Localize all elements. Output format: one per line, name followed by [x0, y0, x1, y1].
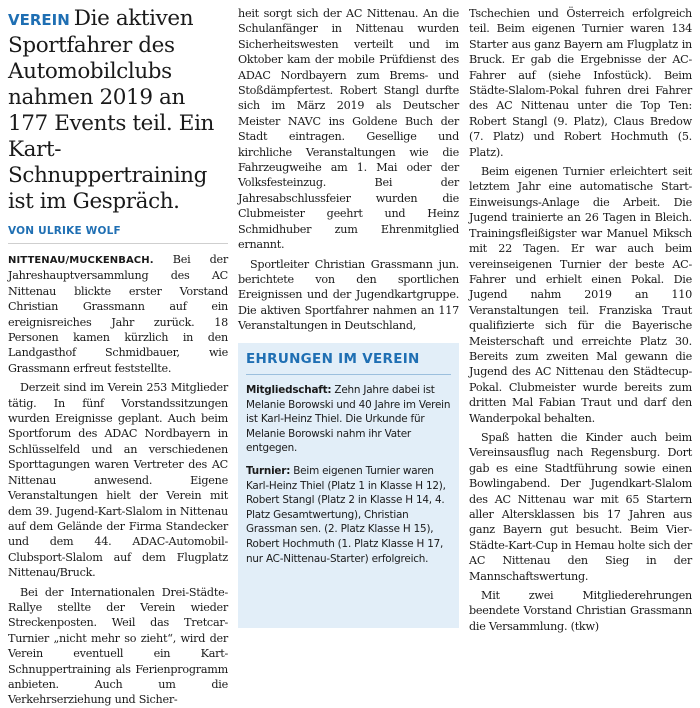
paragraph: Beim eigenen Turnier erleichtert seit letztem Jahr eine automatische Start-Einweisungs-Anlage die Arbeit. Die Jugend trainierte an 26 Tagen in Bleich. Trainingsfleißigster war Manuel Miksch mit 22 Tagen. Er war auch beim vereinseigenen Turnier der beste AC-Fahrer und erhielt einen Pokal. Die Jugend nahm 2019 an 110 Veranstaltungen teil. Franziska Traut qualifizierte sich für die Bayerische Meisterschaft und erreichte Platz 30. Bereits zum zweiten Mal gewann die Jugend des AC Nittenau den Städtecup-Pokal. Clubmeister wurde bereits zum dritten Mal Fabian Traut und darf den Wanderpokal behalten.: [469, 165, 692, 425]
headline: [8, 6, 228, 215]
paragraph: Bei der Internationalen Drei-Städte-Rallye stellte der Verein wieder Streckenposten. Weil das Tretcar-Turnier „nicht mehr so zieht“, wird der Verein eventuell ein Kart-Schnuppertraining als Ferienprogramm anbieten. Auch um die Verkehrserziehung und Sicher-: [8, 585, 228, 707]
info-entry-label: Mitgliedschaft:: [246, 384, 332, 396]
column-3: [469, 6, 692, 634]
headline-text: Die aktiven Sportfahrer des Automobilclubs nahmen 2019 an 177 Events teil. Ein Kart-Schnuppertraining ist im Gespräch.: [8, 6, 214, 214]
column-2: [238, 6, 459, 334]
paragraph: heit sorgt sich der AC Nittenau. An die Schulanfänger in Nittenau wurden Sicherheitswesten verteilt und im Oktober kam der mobile Prüfdienst des ADAC Nordbayern zum Brems- und Stoßdämpfertest. Robert Stangl durfte sich im März 2019 als Deutscher Meister NAVC ins Goldene Buch der Stadt eintragen. Gesellige und kirchliche Veranstaltungen wie die Fahrzeugweihe am 1. Mai oder der Volksfesteinzug. Bei der Jahresabschlussfeier wurden die Clubmeister geehrt und Heinz Schmidhuber zum Ehrenmitglied ernannt.: [238, 7, 459, 252]
article-body-col1: [8, 252, 228, 708]
paragraph-text: Bei der Jahreshauptversammlung des AC Nittenau blickte erster Vorstand Christian Grassmann auf ein ereignisreiches Jahr zurück. 18 Personen kamen kürzlich in den Landgasthof Schmidbauer, wie Grassmann erfreut feststellte.: [8, 253, 228, 375]
info-entry-tournament: [246, 464, 451, 566]
dateline: NITTENAU/MUCKENBACH.: [8, 255, 154, 266]
kicker: VEREIN: [8, 11, 70, 29]
article-body-col2: [238, 6, 459, 334]
info-entry-label: Turnier:: [246, 464, 291, 477]
info-entry-membership: [246, 383, 451, 456]
info-box-title: EHRUNGEN IM VEREIN: [246, 351, 451, 375]
paragraph: Tschechien und Österreich erfolgreich teil. Beim eigenen Turnier waren 134 Starter aus ganz Bayern am Flugplatz in Bruck. Er gab die Ergebnisse der AC-Fahrer auf (siehe Infostück). Beim Städte-Slalom-Pokal fuhren drei Fahrer des AC Nittenau unter die Top Ten: Robert Stangl (9. Platz), Claus Bredow (7. Platz) und Robert Hochmuth (5. Platz).: [469, 7, 692, 159]
info-box: [238, 343, 459, 628]
byline: VON ULRIKE WOLF: [8, 225, 228, 244]
info-entry-text: Beim eigenen Turnier waren Karl-Heinz Thiel (Platz 1 in Klasse H 12), Robert Stangl (Platz 2 in Klasse H 14, 4. Platz Gesamtwertung), Christian Grassman sen. (2. Platz Klasse H 15), Robert Hochmuth (1. Platz Klasse H 17, nur AC-Nittenau-Starter) erfolgreich.: [246, 464, 446, 565]
paragraph: Spaß hatten die Kinder auch beim Vereinsausflug nach Regensburg. Dort gab es eine Stadtführung sowie einen Bowlingabend. Der Jugendkart-Slalom des AC Nittenau war mit 65 Startern aller Altersklassen bis 17 Jahren aus ganz Bayern gut besucht. Beim Vier-Städte-Kart-Cup in Hemau holte sich der AC Nittenau den Sieg in der Mannschaftswertung.: [469, 430, 692, 583]
column-1: [8, 6, 228, 708]
article-body-col3: [469, 6, 692, 634]
info-entry-text: Zehn Jahre dabei ist Melanie Borowski und 40 Jahre im Verein ist Karl-Heinz Thiel. Die Urkunde für Melanie Borowski nahm ihr Vater entgegen.: [246, 384, 451, 455]
paragraph: [8, 252, 228, 376]
paragraph: Sportleiter Christian Grassmann jun. berichtete von den sportlichen Ereignissen und der Jugendkartgruppe. Die aktiven Sportfahrer nahmen an 117 Veranstaltungen in Deutschland,: [238, 257, 459, 333]
paragraph: Mit zwei Mitgliederehrungen beendete Vorstand Christian Grassmann die Versammlung. (tkw): [469, 589, 692, 633]
paragraph: Derzeit sind im Verein 253 Mitglieder tätig. In fünf Vorstandssitzungen wurden Ereignisse geplant. Auch beim Sportforum des ADAC Nordbayern in Schlüsselfeld und an verschiedenen Sporttagungen waren Vertreter des AC Nittenau anwesend. Eigene Veranstaltungen hielt der Verein mit dem 39. Jugend-Kart-Slalom in Nittenau auf dem Gelände der Firma Standecker und dem 44. ADAC-Automobil-Clubsport-Slalom auf dem Flugplatz Nittenau/Bruck.: [8, 381, 228, 580]
